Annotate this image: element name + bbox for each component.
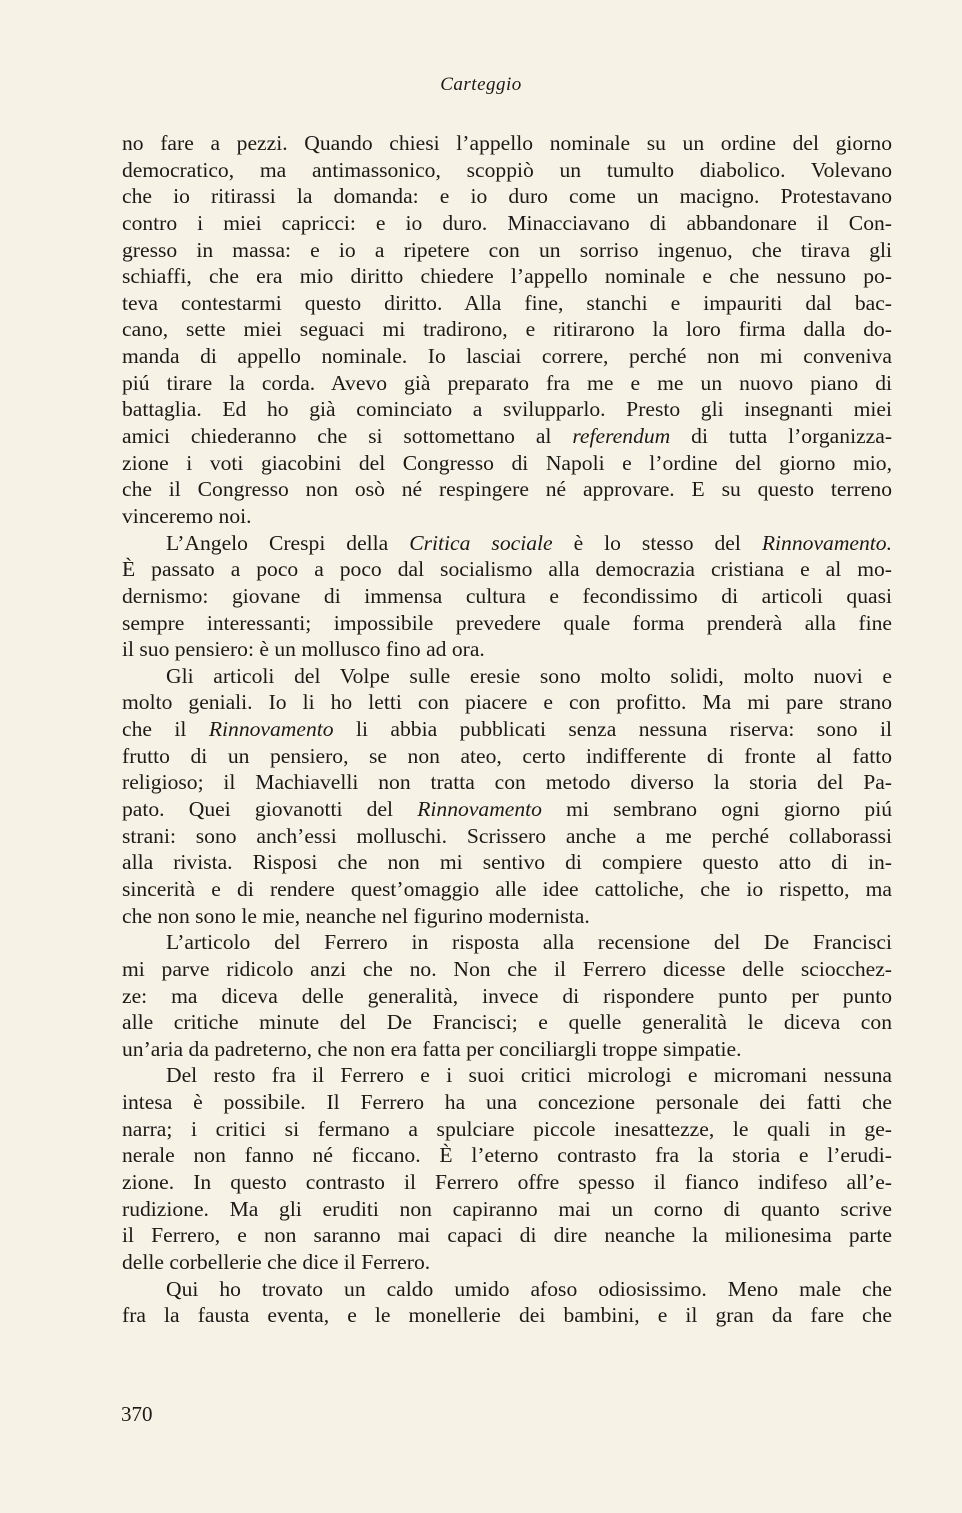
- text-line: fra la fausta eventa, e le monellerie dei bambini, e il gran da fare che: [122, 1303, 892, 1328]
- italic-title: referendum: [572, 424, 671, 449]
- running-head: Carteggio: [440, 74, 522, 95]
- italic-title: Critica sociale: [409, 530, 553, 555]
- text-line: narra; i critici si fermano a spulciare piccole inesattezze, le quali in ge-: [122, 1116, 892, 1141]
- text-line: manda di appello nominale. Io lasciai correre, perché non mi conveniva: [122, 344, 892, 369]
- text-line: dernismo: giovane di immensa cultura e fecondissimo di articoli quasi: [122, 583, 892, 608]
- text-line: intesa è possibile. Il Ferrero ha una concezione personale dei fatti che: [122, 1090, 892, 1115]
- text-line: che il Rinnovamento li abbia pubblicati senza nessuna riserva: sono il: [122, 717, 892, 742]
- text-line: religioso; il Machiavelli non tratta con metodo diverso la storia del Pa-: [122, 770, 892, 795]
- text-line: strani: sono anch’essi molluschi. Scrissero anche a me perché collaborassi: [122, 823, 892, 848]
- text-line: schiaffi, che era mio diritto chiedere l’appello nominale e che nessuno po-: [122, 264, 892, 289]
- text-line: un’aria da padreterno, che non era fatta per conciliargli troppe simpatie.: [122, 1036, 742, 1061]
- text-line: ze: ma diceva delle generalità, invece di rispondere punto per punto: [122, 983, 892, 1008]
- paragraph-start-line: Qui ho trovato un caldo umido afoso odiosissimo. Meno male che: [166, 1276, 892, 1301]
- text-line: contro i miei capricci: e io duro. Minacciavano di abbandonare il Con-: [122, 210, 892, 235]
- page-number: 370: [121, 1402, 153, 1426]
- paragraph-start-line: L’Angelo Crespi della Critica sociale è lo stesso del Rinnovamento.: [166, 530, 892, 555]
- paragraph-start-line: Del resto fra il Ferrero e i suoi critici micrologi e micromani nessuna: [166, 1063, 892, 1088]
- text-line: il Ferrero, e non saranno mai capaci di dire neanche la milionesima parte: [122, 1223, 892, 1248]
- text-line: piú tirare la corda. Avevo già preparato fra me e me un nuovo piano di: [122, 370, 892, 395]
- text-line: molto geniali. Io li ho letti con piacere e con profitto. Ma mi pare strano: [122, 690, 892, 715]
- italic-title: Rinnovamento: [417, 797, 542, 822]
- text-line: zione. In questo contrasto il Ferrero offre spesso il fianco indifeso all’e-: [122, 1169, 892, 1194]
- text-line: battaglia. Ed ho già cominciato a svilupparlo. Presto gli insegnanti miei: [122, 397, 892, 422]
- paragraph-start-line: L’articolo del Ferrero in risposta alla recensione del De Francisci: [166, 930, 892, 955]
- text-line: no fare a pezzi. Quando chiesi l’appello nominale su un ordine del giorno: [122, 131, 892, 155]
- text-line: gresso in massa: e io a ripetere con un sorriso ingenuo, che tirava gli: [122, 237, 892, 262]
- text-line: il suo pensiero: è un mollusco fino ad ora.: [122, 637, 485, 662]
- text-line: È passato a poco a poco dal socialismo alla democrazia cristiana e al mo-: [122, 557, 892, 582]
- text-line: teva contestarmi questo diritto. Alla fine, stanchi e impauriti dal bac-: [122, 290, 892, 315]
- text-line: cano, sette miei seguaci mi tradirono, e ritirarono la loro firma dalla do-: [122, 317, 892, 342]
- text-line: pato. Quei giovanotti del Rinnovamento mi sembrano ogni giorno piú: [122, 797, 892, 822]
- text-line: sincerità e di rendere quest’omaggio alle idee cattoliche, che io rispetto, ma: [122, 876, 892, 901]
- text-line: che non sono le mie, neanche nel figurino modernista.: [122, 903, 590, 928]
- italic-title: Rinnovamento: [208, 717, 334, 742]
- text-line: vinceremo noi.: [122, 503, 252, 528]
- text-line: frutto di un pensiero, se non ateo, certo indifferente di fronte al fatto: [122, 743, 892, 768]
- text-line: mi parve ridicolo anzi che no. Non che il Ferrero dicesse delle sciocchez-: [122, 956, 892, 981]
- text-line: democratico, ma antimassonico, scoppiò un tumulto diabolico. Volevano: [122, 157, 892, 182]
- paragraph-start-line: Gli articoli del Volpe sulle eresie sono molto solidi, molto nuovi e: [166, 663, 892, 688]
- text-line: alle critiche minute del De Francisci; e quelle generalità le diceva con: [122, 1010, 892, 1035]
- text-line: che io ritirassi la domanda: e io duro come un macigno. Protestavano: [122, 184, 892, 209]
- text-line: alla rivista. Risposi che non mi sentivo di compiere questo atto di in-: [122, 850, 892, 875]
- text-line: delle corbellerie che dice il Ferrero.: [122, 1249, 431, 1274]
- text-line: che il Congresso non osò né respingere né approvare. E su questo terreno: [122, 477, 892, 502]
- text-line: amici chiederanno che si sottomettano al referendum di tutta l’organizza-: [122, 424, 893, 449]
- letter-body: [122, 130, 892, 1329]
- text-line: zione i voti giacobini del Congresso di Napoli e l’ordine del giorno mio,: [122, 450, 892, 475]
- text-line: sempre interessanti; impossibile prevedere quale forma prenderà alla fine: [122, 610, 892, 635]
- italic-title: Rinnovamento.: [761, 530, 892, 555]
- text-line: rudizione. Ma gli eruditi non capiranno mai un corno di quanto scrive: [122, 1196, 892, 1221]
- text-line: nerale non fanno né ficcano. È l’eterno contrasto fra la storia e l’erudi-: [122, 1143, 892, 1168]
